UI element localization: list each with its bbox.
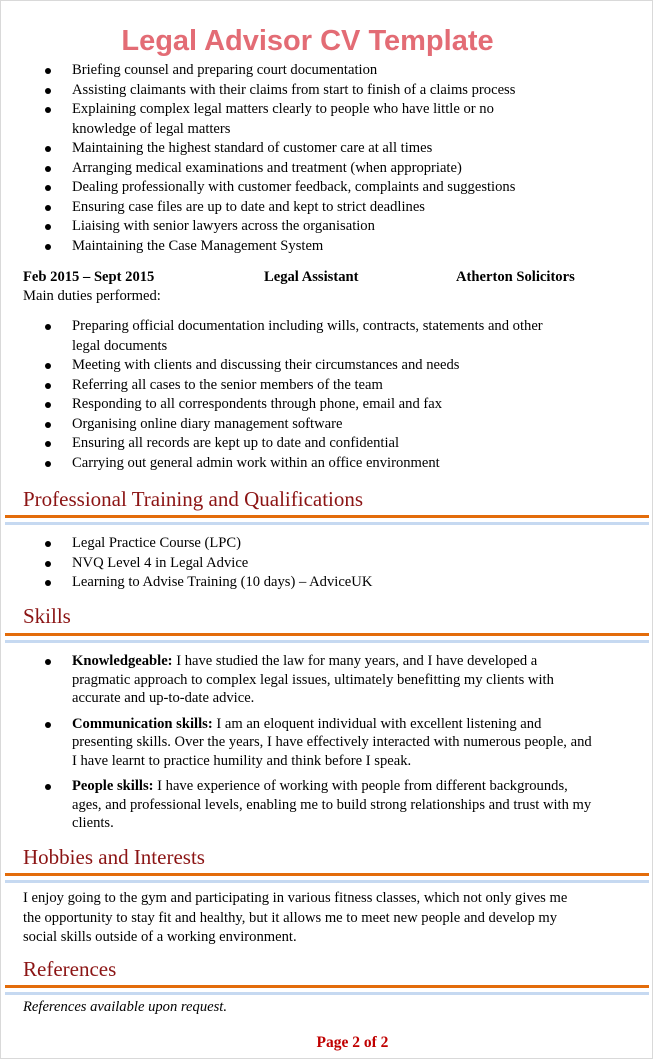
section-rule-orange: [5, 985, 649, 988]
skills-heading: Skills: [23, 604, 71, 628]
job-dates: Feb 2015 – Sept 2015: [23, 269, 155, 285]
references-text: References available upon request.: [23, 999, 227, 1015]
section-rule-blue: [5, 522, 649, 525]
bullet-icon: [45, 244, 51, 250]
hobbies-text: I enjoy going to the gym and participating in various fitness classes, which not only gives me the opportunity to stay fit and healthy, but it allows me to meet new people and develop my social skills outside of a working environment.: [23, 890, 568, 945]
skill-description: I have studied the law for many years, and I have developed a pragmatic approach to complex legal issues, ultimately benefitting my clients with accurate and up-to-date advice.: [72, 653, 554, 706]
list-item: Arranging medical examinations and treatment (when appropriate): [1, 159, 653, 179]
page-number: Page 2 of 2: [316, 1034, 389, 1051]
list-item: [1, 777, 653, 833]
list-item: Meeting with clients and discussing their circumstances and needs: [1, 356, 653, 376]
section-rule-orange: [5, 633, 649, 636]
bullet-icon: [45, 580, 51, 586]
list-item: Maintaining the highest standard of customer care at all times: [1, 139, 653, 159]
list-item: Dealing professionally with customer feedback, complaints and suggestions: [1, 178, 653, 198]
bullet-icon: [45, 441, 51, 447]
bullet-icon: [45, 722, 51, 728]
hobbies-heading: Hobbies and Interests: [23, 845, 205, 869]
skills-list: [1, 652, 653, 840]
bullet-icon: [45, 146, 51, 152]
bullet-icon: [45, 541, 51, 547]
list-item: Carrying out general admin work within an office environment: [1, 454, 653, 474]
section-rule-blue: [5, 640, 649, 643]
list-item: Ensuring all records are kept up to date and confidential: [1, 434, 653, 454]
bullet-icon: [45, 324, 51, 330]
bullet-icon: [45, 383, 51, 389]
bullet-icon: [45, 224, 51, 230]
bullet-icon: [45, 659, 51, 665]
training-heading: Professional Training and Qualifications: [23, 487, 364, 511]
list-item: Preparing official documentation including wills, contracts, statements and other legal documents: [1, 317, 653, 356]
section-rule-blue: [5, 880, 649, 883]
list-item: Liaising with senior lawyers across the organisation: [1, 217, 653, 237]
bullet-icon: [45, 107, 51, 113]
list-item: NVQ Level 4 in Legal Advice: [1, 554, 653, 574]
duties-intro: Main duties performed:: [23, 288, 161, 304]
document-title: Legal Advisor CV Template: [121, 25, 494, 57]
list-item: Organising online diary management software: [1, 415, 653, 435]
list-item: [1, 652, 653, 708]
skill-description: I have experience of working with people from different backgrounds, ages, and professional levels, enabling me to build strong relationships and trust with my clients.: [72, 778, 592, 831]
bullet-icon: [45, 561, 51, 567]
bullet-icon: [45, 784, 51, 790]
skill-name: People skills:: [72, 778, 154, 794]
skill-name: Knowledgeable:: [72, 653, 173, 669]
section-rule-blue: [5, 992, 649, 995]
skill-name: Communication skills:: [72, 715, 213, 732]
skill-description: I am an eloquent individual with excellent listening and presenting skills. Over the years, I have effectively interacted with numerous people, and I have learnt to practice humility and think before I speak.: [72, 715, 592, 769]
training-list: [1, 534, 653, 593]
bullet-icon: [45, 166, 51, 172]
list-item: Ensuring case files are up to date and kept to strict deadlines: [1, 198, 653, 218]
bullet-icon: [45, 363, 51, 369]
job-duties-list: [1, 317, 653, 473]
job-company: Atherton Solicitors: [456, 269, 575, 285]
bullet-icon: [45, 88, 51, 94]
bullet-icon: [45, 422, 51, 428]
bullet-icon: [45, 185, 51, 191]
bullet-icon: [45, 461, 51, 467]
bullet-icon: [45, 68, 51, 74]
section-rule-orange: [5, 515, 649, 518]
list-item: Learning to Advise Training (10 days) – AdviceUK: [1, 573, 653, 593]
previous-job-duties-list: [1, 61, 653, 256]
list-item: [1, 715, 653, 771]
list-item: Responding to all correspondents through phone, email and fax: [1, 395, 653, 415]
list-item: Briefing counsel and preparing court documentation: [1, 61, 653, 81]
list-item: Maintaining the Case Management System: [1, 237, 653, 257]
list-item: Legal Practice Course (LPC): [1, 534, 653, 554]
bullet-icon: [45, 205, 51, 211]
bullet-icon: [45, 402, 51, 408]
list-item: Explaining complex legal matters clearly to people who have little or no knowledge of legal matters: [1, 100, 653, 139]
section-rule-orange: [5, 873, 649, 876]
list-item: Assisting claimants with their claims from start to finish of a claims process: [1, 81, 653, 101]
references-heading: References: [23, 957, 117, 981]
job-role: Legal Assistant: [264, 269, 359, 285]
list-item: Referring all cases to the senior members of the team: [1, 376, 653, 396]
